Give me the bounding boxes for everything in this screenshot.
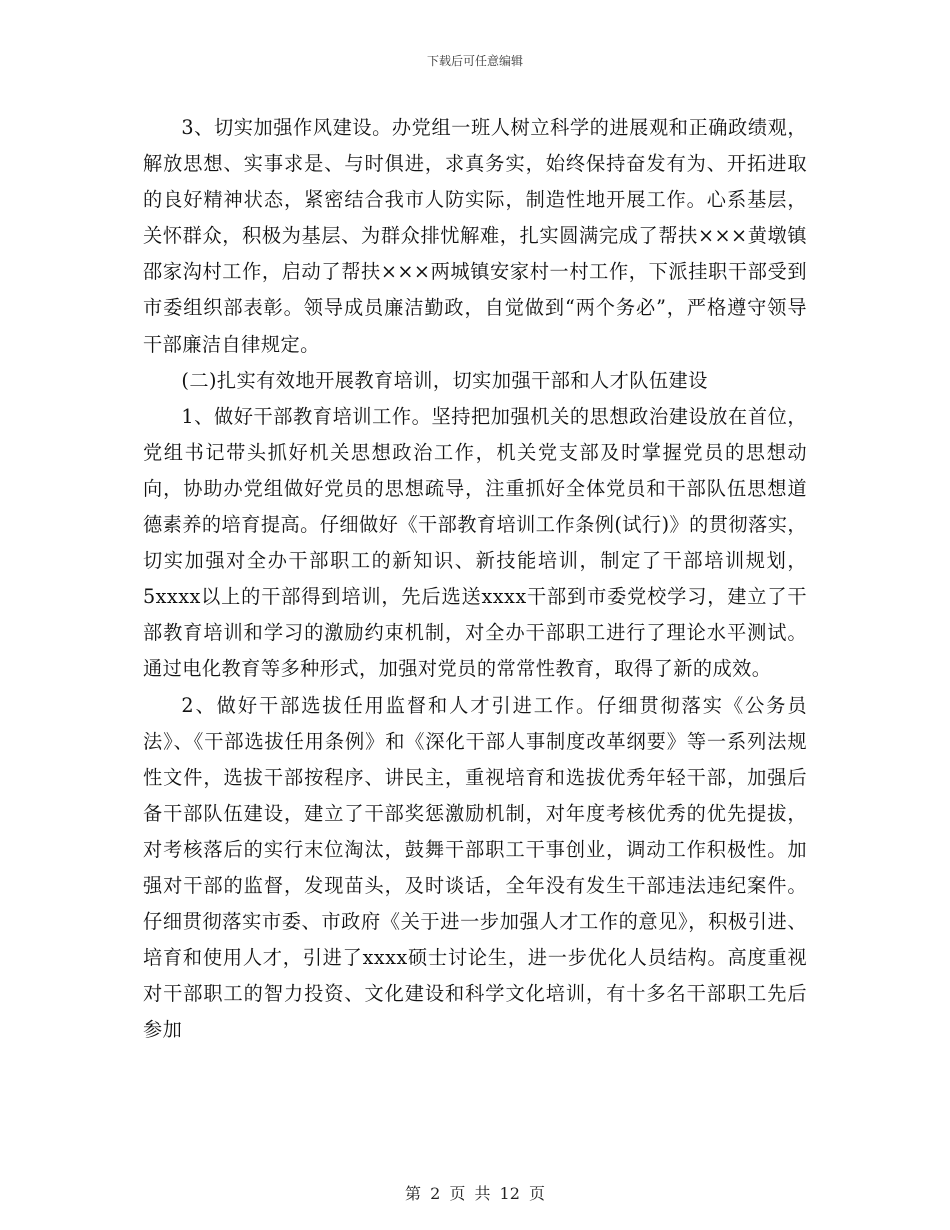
paragraph-work-style: 3、切实加强作风建设。办党组一班人树立科学的进展观和正确政绩观，解放思想、实事求是、与时俱进，求真务实，始终保持奋发有为、开拓进取的良好精神状态，紧密结合我市人防实际，制造性地开展工作。心系基层，关怀群众，积极为基层、为群众排忧解难，扎实圆满完成了帮扶×××黄墩镇邵家沟村工作，启动了帮扶×××两城镇安家村一村工作，下派挂职干部受到市委组织部表彰。领导成员廉洁勤政，自觉做到“两个务必”，严格遵守领导干部廉洁自律规定。 xyxy=(143,116,807,356)
page-number-footer: 第 2 页 共 12 页 xyxy=(405,1184,545,1203)
page-header: 下载后可任意编辑 xyxy=(426,54,523,68)
section-heading-training: (二)扎实有效地开展教育培训，切实加强干部和人才队伍建设 xyxy=(181,368,708,392)
paragraph-cadre-selection: 2、做好干部选拔任用监督和人才引进工作。仔细贯彻落实《公务员法》、《干部选拔任用条例》和《深化干部人事制度改革纲要》等一系列法规性文件，选拔干部按程序、讲民主，重视培育和选拔优秀年轻干部，加强后备干部队伍建设，建立了干部奖惩激励机制，对年度考核优秀的优先提拔，对考核落后的实行末位淘汰，鼓舞干部职工干事创业，调动工作积极性。加强对干部的监督，发现苗头，及时谈话，全年没有发生干部违法违纪案件。仔细贯彻落实市委、市政府《关于进一步加强人才工作的意见》，积极引进、培育和使用人才，引进了xxxx硕士讨论生，进一步优化人员结构。高度重视对干部职工的智力投资、文化建设和科学文化培训，有十多名干部职工先后参加 xyxy=(143,693,807,1042)
document-body xyxy=(143,110,807,1048)
paragraph-cadre-training: 1、做好干部教育培训工作。坚持把加强机关的思想政治建设放在首位，党组书记带头抓好机关思想政治工作，机关党支部及时掌握党员的思想动向，协助办党组做好党员的思想疏导，注重抓好全体党员和干部队伍思想道德素养的培育提高。仔细做好《干部教育培训工作条例(试行)》的贯彻落实，切实加强对全办干部职工的新知识、新技能培训，制定了干部培训规划，5xxxx以上的干部得到培训，先后选送xxxx干部到市委党校学习，建立了干部教育培训和学习的激励约束机制，对全办干部职工进行了理论水平测试。通过电化教育等多种形式，加强对党员的常常性教育，取得了新的成效。 xyxy=(143,404,807,681)
